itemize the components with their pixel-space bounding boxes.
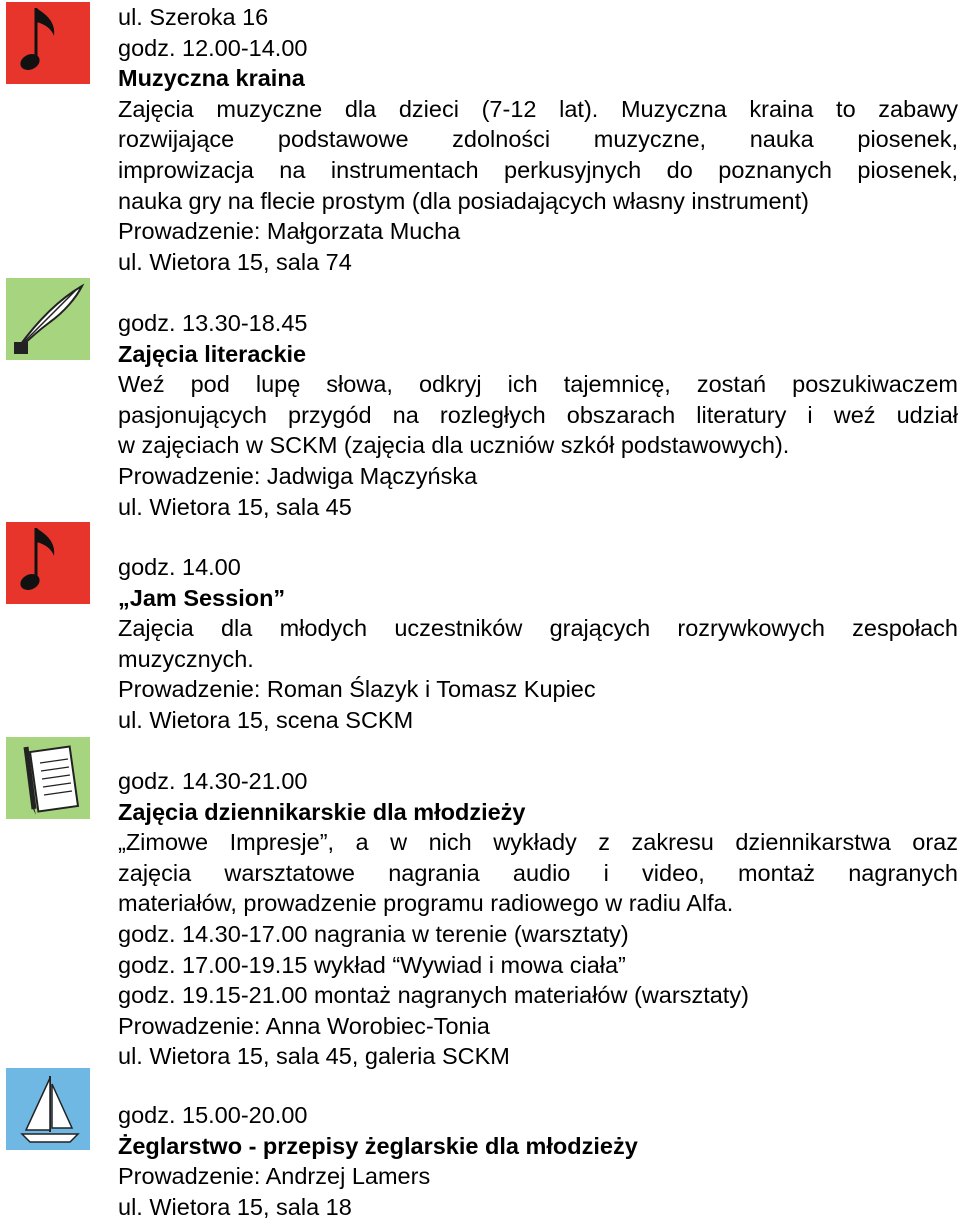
event-title: Zajęcia dziennikarskie dla młodzieży [118, 798, 526, 825]
event-music-land [118, 2, 958, 277]
event-description-line: pasjonujących przygód na rozległych obszarach literatury i weź udział [118, 401, 958, 428]
sailboat-icon [6, 1068, 90, 1150]
event-title: „Jam Session” [118, 584, 286, 611]
event-description-line: Weź pod lupę słowa, odkryj ich tajemnicę, zostań poszukiwaczem [118, 371, 958, 398]
event-description-line: Zajęcia muzyczne dla dzieci (7-12 lat). Muzyczna kraina to zabawy [118, 95, 958, 122]
event-description-line: improwizacja na instrumentach perkusyjnych do poznanych piosenek, [118, 156, 958, 183]
event-address-top: ul. Szeroka 16 [118, 4, 269, 30]
event-title: Żeglarstwo - przepisy żeglarskie dla młodzieży [118, 1132, 638, 1159]
event-time: godz. 13.30-18.45 [118, 310, 308, 336]
event-description-line: zajęcia warsztatowe nagrania audio i video, montaż nagranych [118, 859, 958, 886]
event-sailing [118, 1100, 958, 1222]
event-description-line: „Zimowe Impresje”, a w nich wykłady z zakresu dziennikarstwa oraz [118, 829, 958, 856]
event-description-line: materiałów, prowadzenie programu radiowego w radiu Alfa. [118, 890, 734, 917]
event-journalism-classes [118, 766, 958, 1072]
event-title: Zajęcia literackie [118, 340, 307, 367]
event-description-line: nauka gry na flecie prostym (dla posiadających własny instrument) [118, 187, 809, 214]
event-leader: Prowadzenie: Anna Worobiec-Tonia [118, 1012, 490, 1039]
event-time: godz. 14.30-21.00 [118, 768, 308, 794]
event-time: godz. 14.00 [118, 554, 241, 580]
event-description-line: rozwijające podstawowe zdolności muzyczne, nauka piosenek, [118, 126, 958, 153]
event-schedule-item: godz. 17.00-19.15 wykład “Wywiad i mowa ciała” [118, 951, 626, 978]
event-leader: Prowadzenie: Jadwiga Mączyńska [118, 462, 478, 489]
event-description-line: muzycznych. [118, 645, 254, 672]
event-time: godz. 15.00-20.00 [118, 1102, 308, 1128]
event-title: Muzyczna kraina [118, 65, 305, 92]
quill-pen-icon [6, 278, 90, 360]
event-leader: Prowadzenie: Roman Ślazyk i Tomasz Kupiec [118, 676, 596, 703]
music-note-icon [6, 522, 90, 604]
event-description-line: w zajęciach w SCKM (zajęcia dla uczniów szkół podstawowych). [118, 432, 790, 459]
event-location: ul. Wietora 15, scena SCKM [118, 706, 414, 733]
music-note-icon [6, 2, 90, 84]
event-description-line: Zajęcia dla młodych uczestników grających rozrywkowych zespołach [118, 615, 958, 642]
event-leader: Prowadzenie: Andrzej Lamers [118, 1163, 431, 1190]
notepad-pen-icon [6, 737, 90, 819]
event-schedule-item: godz. 19.15-21.00 montaż nagranych materiałów (warsztaty) [118, 982, 749, 1009]
event-location: ul. Wietora 15, sala 45 [118, 493, 352, 520]
event-location: ul. Wietora 15, sala 74 [118, 248, 352, 275]
event-leader: Prowadzenie: Małgorzata Mucha [118, 218, 461, 245]
event-location: ul. Wietora 15, sala 18 [118, 1193, 352, 1220]
event-jam-session [118, 552, 958, 736]
event-schedule-item: godz. 14.30-17.00 nagrania w terenie (warsztaty) [118, 920, 629, 947]
event-location: ul. Wietora 15, sala 45, galeria SCKM [118, 1043, 510, 1070]
event-literary-classes [118, 308, 958, 522]
event-time: godz. 12.00-14.00 [118, 34, 308, 61]
